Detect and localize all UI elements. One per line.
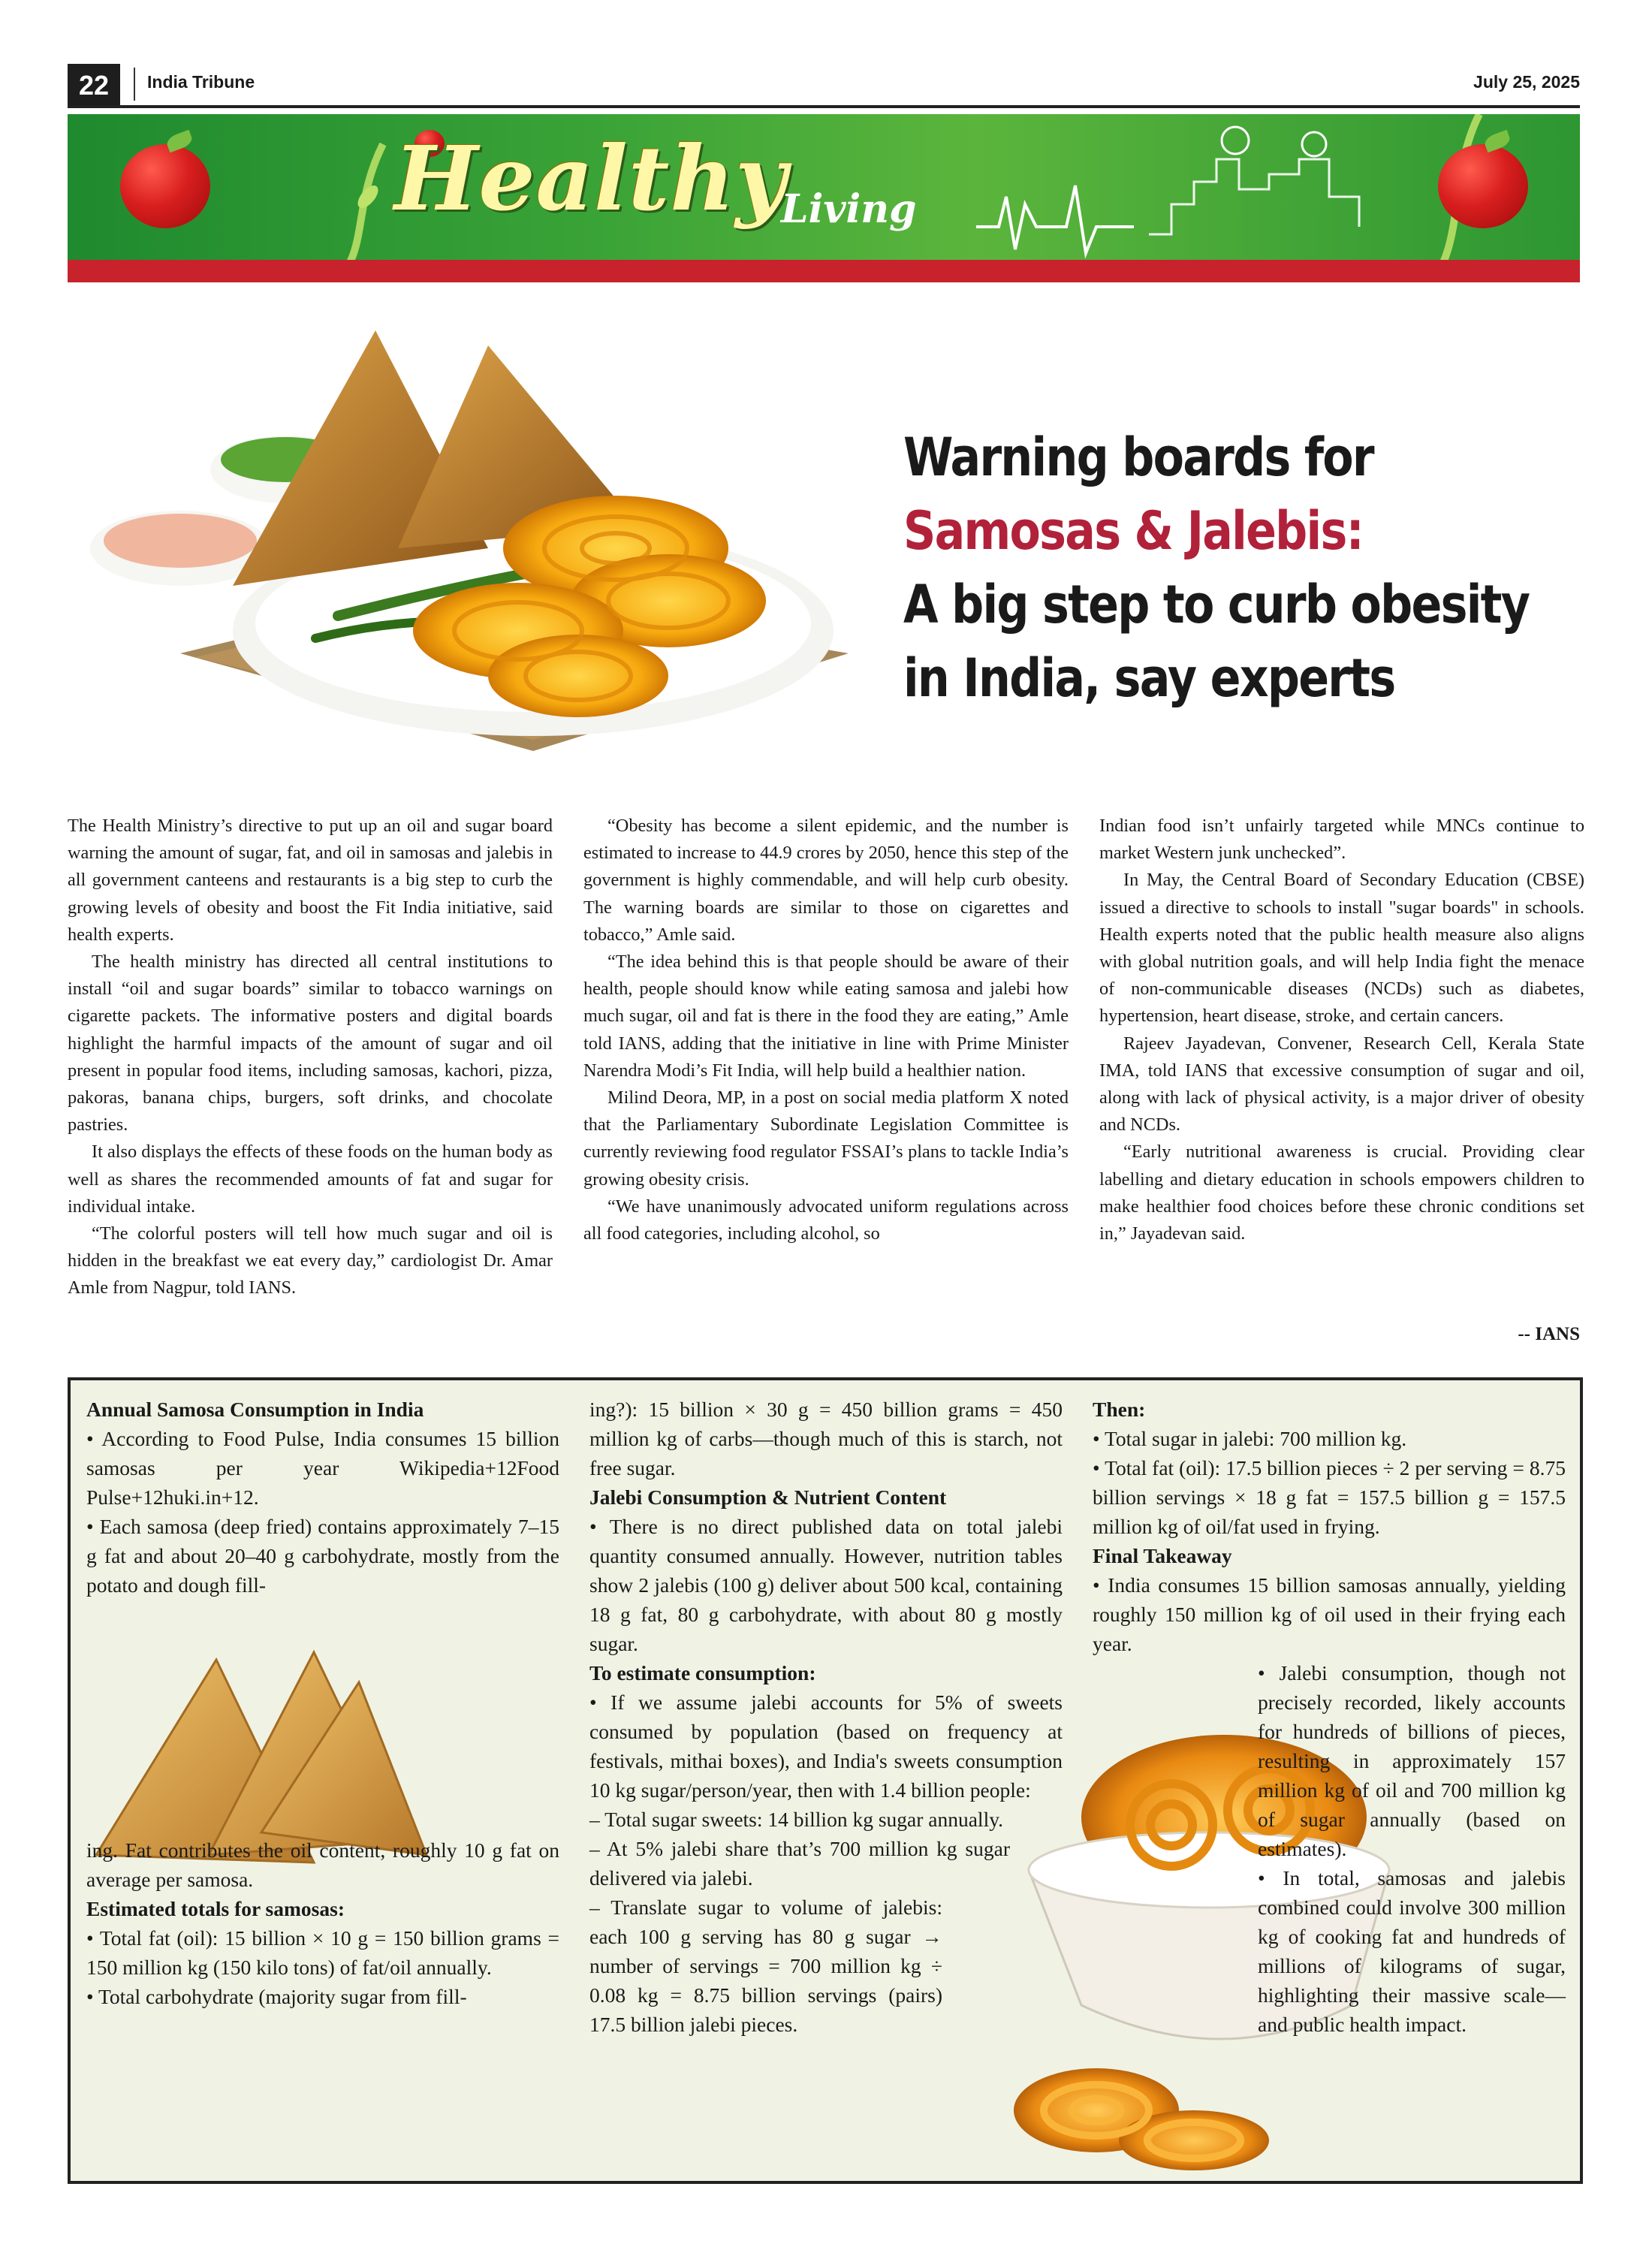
banner-subtitle: Living [781, 186, 917, 232]
paragraph: “We have unanimously advocated uniform regulations across all food categories, including alcohol, so [583, 1196, 1069, 1244]
article-column-1 [68, 813, 553, 1302]
paragraph: Rajeev Jayadevan, Convener, Research Cell, Kerala State IMA, told IANS that excessive consumption of sugar and oil, along with lack of physical activity, is a major driver of obesity and NCDs. [1099, 1033, 1584, 1136]
fact-box-column-3 [1093, 1395, 1566, 2039]
headline-line-2: Samosas & Jalebis: [903, 500, 1363, 562]
box-heading: To estimate consumption: [589, 1661, 816, 1684]
fact-box-column-1 [86, 1395, 559, 2011]
header-separator [134, 68, 135, 101]
box-paragraph: • There is no direct published data on total jalebi quantity consumed annually. However, nutrition tables show 2 jalebis (100 g) deliver about 500 kcal, containing 18 g fat, 80 g carbohydrate, with about 80 g mostly sugar. [589, 1515, 1063, 1655]
paragraph: Milind Deora, MP, in a post on social media platform X noted that the Parliamentary Subordinate Legislation Committee is currently reviewing food regulator FSSAI’s plans to tackle India’s growing obesity crisis. [583, 1087, 1069, 1190]
box-paragraph: – At 5% jalebi share that’s 700 million kg sugar delivered via jalebi. [589, 1837, 1010, 1890]
box-heading: Jalebi Consumption & Nutrient Content [589, 1485, 947, 1509]
paragraph: The health ministry has directed all central institutions to install “oil and sugar boards” similar to tobacco warnings on cigarette packets. The informative posters and digital boards highlight the harmful impacts of the amount of sugar and oil present in popular food items, including samosas, kachori, pizza, pakoras, banana chips, burgers, soft drinks, and chocolate pastries. [68, 952, 553, 1136]
paragraph: It also displays the effects of these foods on the human body as well as shares the recommended amounts of fat and sugar for individual intake. [68, 1142, 553, 1217]
page-number: 22 [68, 64, 120, 107]
box-heading: Estimated totals for samosas: [86, 1897, 345, 1920]
box-paragraph: • Total carbohydrate (majority sugar from fill- [86, 1985, 467, 2008]
box-paragraph: – Total sugar sweets: 14 billion kg sugar annually. [589, 1808, 1004, 1831]
box-paragraph: • Total fat (oil): 17.5 billion pieces ÷ 2 per serving = 8.75 billion servings × 18 g fat = 157.5 billion g = 157.5 million kg of oil/fat used in frying. [1093, 1456, 1566, 1538]
box-paragraph: • Each samosa (deep fried) contains approximately 7–15 g fat and about 20–40 g carbohydrate, mostly from the potato and dough fill- [86, 1515, 559, 1597]
box-heading: Then: [1093, 1398, 1146, 1421]
paragraph: “Obesity has become a silent epidemic, and the number is estimated to increase to 44.9 crores by 2050, hence this step of the government is highly commendable, and will help curb obesity. The warning boards are similar to those on cigarettes and tobacco,” Amle said. [583, 816, 1069, 945]
article-column-2 [583, 813, 1069, 1247]
box-heading: Annual Samosa Consumption in India [86, 1398, 424, 1421]
box-paragraph: • In total, samosas and jalebis combined could involve 300 million kg of cooking fat and hundreds of millions of kilograms of sugar, highlighting their massive scale—and public health impact. [1258, 1866, 1566, 2036]
paragraph: In May, the Central Board of Secondary Education (CBSE) issued a directive to schools to install "sugar boards" in schools. Health experts noted that the public health measure also aligns with global nutrition goals, and will help India fight the menace of non-communicable diseases (NCDs) such as diabetes, hypertension, heart disease, stroke, and certain cancers. [1099, 870, 1584, 1027]
article-column-3 [1099, 813, 1584, 1247]
publication-name: India Tribune [147, 72, 255, 92]
box-paragraph: – Translate sugar to volume of jalebis: each 100 g serving has 80 g sugar → number of servings = 700 million kg ÷ 0.08 kg = 8.75 billion servings (pairs) 17.5 billion jalebi pieces. [589, 1896, 942, 2036]
box-paragraph: ing. Fat contributes the oil content, roughly 10 g fat on average per samosa. [86, 1838, 559, 1891]
apple-icon [120, 144, 210, 228]
apple-icon [1438, 144, 1528, 228]
paragraph: Indian food isn’t unfairly targeted while MNCs continue to market Western junk unchecked”. [1099, 816, 1584, 864]
box-paragraph: • Total sugar in jalebi: 700 million kg. [1093, 1427, 1407, 1450]
headline-line-1: Warning boards for [903, 427, 1373, 488]
fact-box-column-2 [589, 1395, 1063, 2039]
banner-title: Healthy [394, 126, 788, 231]
byline: -- IANS [1518, 1324, 1580, 1344]
box-paragraph: • Jalebi consumption, though not precisely recorded, likely accounts for hundreds of billions of pieces, resulting in approximately 157 million kg of oil and 700 million kg of sugar annually (based on estimates). [1258, 1661, 1566, 1860]
banner-red-strip [68, 260, 1580, 282]
paragraph: “Early nutritional awareness is crucial. Providing clear labelling and dietary education in schools empowers children to make healthier food choices before these chronic conditions set in,” Jayadevan said. [1099, 1142, 1584, 1244]
box-paragraph: • Total fat (oil): 15 billion × 10 g = 150 billion grams = 150 million kg (150 kilo tons) of fat/oil annually. [86, 1926, 559, 1979]
issue-date: July 25, 2025 [1473, 72, 1580, 92]
headline-line-4: in India, say experts [903, 647, 1395, 709]
paragraph: “The colorful posters will tell how much sugar and oil is hidden in the breakfast we eat every day,” cardiologist Dr. Amar Amle from Nagpur, told IANS. [68, 1223, 553, 1298]
headline-line-3: A big step to curb obesity [903, 574, 1530, 635]
samosa-jalebi-plate-image [68, 300, 879, 781]
box-heading: Final Takeaway [1093, 1544, 1232, 1567]
paragraph: “The idea behind this is that people should be aware of their health, people should know while eating samosa and jalebi how much sugar, oil and fat is there in the food they are eating,” Amle told IANS, adding that the initiative in line with Prime Minister Narendra Modi’s Fit India, will help build a healthier nation. [583, 952, 1069, 1081]
paragraph: The Health Ministry’s directive to put up an oil and sugar board warning the amount of sugar, fat, and oil in samosas and jalebis in all government canteens and restaurants is a big step to curb the growing levels of obesity and boost the Fit India initiative, said health experts. [68, 816, 553, 945]
box-paragraph: ing?): 15 billion × 30 g = 450 billion grams = 450 million kg of carbs—though much of this is starch, not free sugar. [589, 1398, 1063, 1479]
header-rule [68, 105, 1580, 108]
box-paragraph: • India consumes 15 billion samosas annually, yielding roughly 150 million kg of oil used in their frying each year. [1093, 1573, 1566, 1655]
box-paragraph: • According to Food Pulse, India consumes 15 billion samosas per year Wikipedia+12Food Pulse+12huki.in+12. [86, 1427, 559, 1509]
box-paragraph: • If we assume jalebi accounts for 5% of sweets consumed by population (based on frequency at festivals, mithai boxes), and India's sweets consumption 10 kg sugar/person/year, then with 1.4 billion people: [589, 1691, 1063, 1802]
